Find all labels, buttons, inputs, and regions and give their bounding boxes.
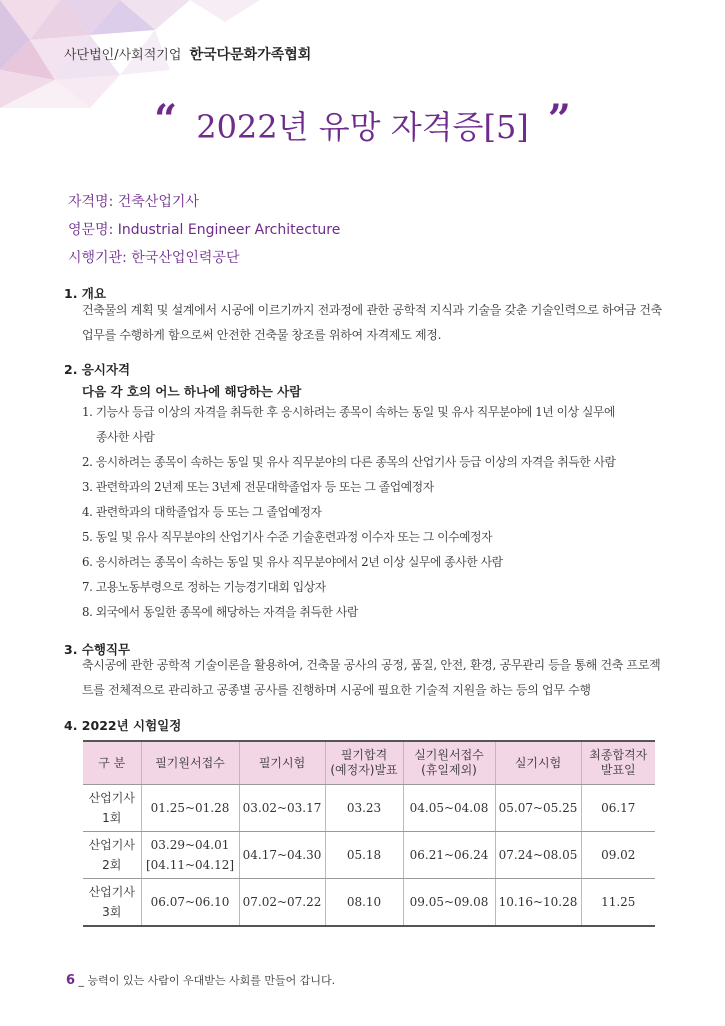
column-header: 구 분 [83, 741, 141, 785]
table-cell: 09.05~09.08 [403, 879, 495, 927]
table-cell: 03.02~03.17 [239, 785, 325, 832]
table-cell: 10.16~10.28 [495, 879, 581, 927]
org-name: 한국다문화가족협회 [189, 47, 312, 63]
list-item: 3. 관련학과의 2년제 또는 3년제 전문대학졸업자 등 또는 그 졸업예정자 [82, 480, 434, 494]
section-schedule-heading: 4. 2022년 시험일정 [64, 718, 182, 733]
table-cell: 04.05~04.08 [403, 785, 495, 832]
table-cell: 07.24~08.05 [495, 832, 581, 879]
org-prefix: 사단법인/사회적기업 [64, 48, 182, 63]
eligibility-subheading: 다음 각 호의 어느 하나에 해당하는 사람 [82, 384, 302, 399]
table-cell: 07.02~07.22 [239, 879, 325, 927]
table-cell: 06.07~06.10 [141, 879, 239, 927]
column-header: 실기원서접수 (휴일제외) [403, 741, 495, 785]
table-cell: 06.21~06.24 [403, 832, 495, 879]
column-header: 필기합격 (예정자)발표 [325, 741, 403, 785]
close-quote-mark: ” [547, 96, 571, 143]
overview-text: 건축물의 계획 및 설계에서 시공에 이르기까지 전과정에 관한 공학적 지식과 기술을 갖춘 기술인력으로 하여금 건축업무를 수행하게 함으로써 안전한 건축물 창조를 위하여 자격제도 제정. [82, 303, 662, 342]
table-cell: 05.07~05.25 [495, 785, 581, 832]
section-overview-heading: 1. 개요 [64, 286, 106, 301]
issuing-agency-label: 시행기관: [68, 250, 127, 266]
duties-text: 축시공에 관한 공학적 기술이론을 활용하여, 건축물 공사의 공정, 품질, 안전, 환경, 공무관리 등을 통해 건축 프로젝트를 전체적으로 관리하고 공종별 공사를 진행하며 시공에 필요한 기술적 지원을 하는 등의 업무 수행 [82, 658, 661, 697]
english-name-label: 영문명: [68, 222, 114, 238]
table-header-row [83, 741, 655, 785]
table-cell: 08.10 [325, 879, 403, 927]
table-row [83, 785, 655, 832]
section-duties-heading: 3. 수행직무 [64, 642, 131, 657]
title-text: 2022년 유망 자격증[5] [196, 108, 529, 146]
organization-header [64, 44, 311, 64]
column-header: 실기시험 [495, 741, 581, 785]
table-cell: 05.18 [325, 832, 403, 879]
list-item: 7. 고용노동부령으로 정하는 기능경기대회 입상자 [82, 580, 326, 594]
table-cell: 산업기사 1회 [83, 785, 141, 832]
table-row [83, 879, 655, 927]
table-cell: 산업기사 3회 [83, 879, 141, 927]
list-item: 8. 외국에서 동일한 종목에 해당하는 자격을 취득한 사람 [82, 605, 358, 619]
section-eligibility-heading: 2. 응시자격 [64, 362, 131, 377]
table-cell: 04.17~04.30 [239, 832, 325, 879]
table-cell: 06.17 [581, 785, 655, 832]
page-title [0, 96, 725, 149]
table-cell: 03.29~04.01 [04.11~04.12] [141, 832, 239, 879]
column-header: 최종합격자 발표일 [581, 741, 655, 785]
list-item: 5. 동일 및 유사 직무분야의 산업기사 수준 기술훈련과정 이수자 또는 그 이수예정자 [82, 530, 493, 544]
certificate-name-value: 건축산업기사 [117, 194, 199, 210]
open-quote-mark: “ [154, 96, 178, 143]
exam-schedule-table [83, 740, 655, 927]
list-item: 6. 응시하려는 종목이 속하는 동일 및 유사 직무분야에서 2년 이상 실무에 종사한 사람 [82, 555, 503, 569]
column-header: 필기원서접수 [141, 741, 239, 785]
issuing-agency-value: 한국산업인력공단 [131, 250, 240, 266]
page-footer [66, 972, 335, 988]
table-cell: 01.25~01.28 [141, 785, 239, 832]
english-name [68, 219, 340, 239]
english-name-value: Industrial Engineer Architecture [117, 222, 341, 238]
certificate-name-label: 자격명: [68, 194, 114, 210]
column-header: 필기시험 [239, 741, 325, 785]
eligibility-list [82, 400, 672, 625]
footer-tagline: _ 능력이 있는 사람이 우대받는 사회를 만들어 갑니다. [78, 974, 336, 987]
table-cell: 11.25 [581, 879, 655, 927]
certificate-name [68, 191, 199, 211]
list-item: 1. 기능사 등급 이상의 자격을 취득한 후 응시하려는 종목이 속하는 동일 및 유사 직무분야에 1년 이상 실무에 [82, 405, 615, 419]
list-item: 2. 응시하려는 종목이 속하는 동일 및 유사 직무분야의 다른 종목의 산업기사 등급 이상의 자격을 취득한 사람 [82, 455, 616, 469]
page-number: 6 [66, 973, 76, 988]
issuing-agency [68, 247, 239, 267]
table-row [83, 832, 655, 879]
table-cell: 09.02 [581, 832, 655, 879]
list-item: 4. 관련학과의 대학졸업자 등 또는 그 졸업예정자 [82, 505, 322, 519]
table-cell: 03.23 [325, 785, 403, 832]
table-cell: 산업기사 2회 [83, 832, 141, 879]
list-item: 종사한 사람 [96, 430, 155, 444]
